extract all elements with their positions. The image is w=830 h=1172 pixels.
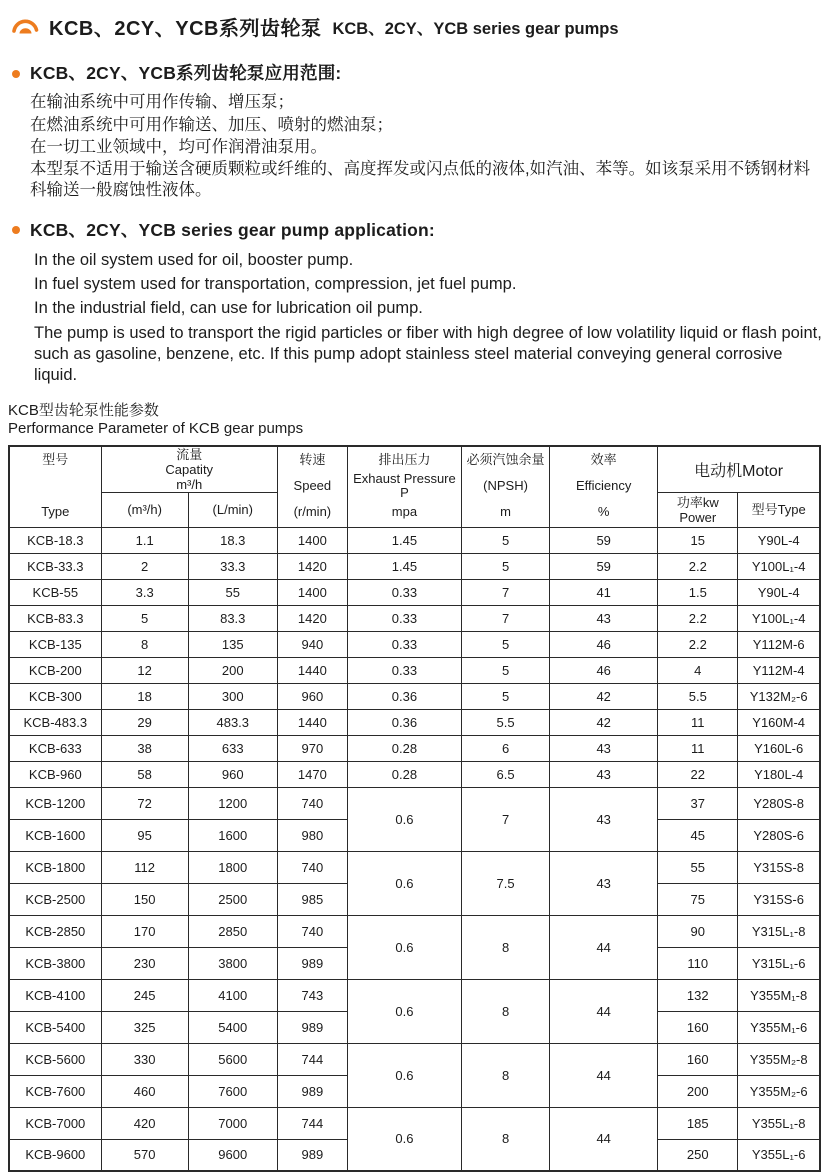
cell-type: KCB-7600: [9, 1075, 101, 1107]
table-caption-en: Performance Parameter of KCB gear pumps: [8, 420, 822, 438]
cell-efficiency: 42: [550, 683, 658, 709]
table-row: [9, 915, 820, 947]
header-type: [9, 446, 101, 528]
cell-pressure: 0.6: [347, 915, 461, 979]
cell-motor-model: Y160M-4: [738, 709, 820, 735]
cell-speed: 989: [277, 1075, 347, 1107]
cell-type: KCB-55: [9, 579, 101, 605]
cell-type: KCB-2500: [9, 883, 101, 915]
cell-npsh: 5: [462, 527, 550, 553]
cell-capacity-m3h: 29: [101, 709, 188, 735]
cell-power: 37: [658, 787, 738, 819]
cell-capacity-lmin: 7600: [188, 1075, 277, 1107]
cell-type: KCB-7000: [9, 1107, 101, 1139]
table-caption-zh: KCB型齿轮泵性能参数: [8, 402, 822, 420]
cell-capacity-m3h: 8: [101, 631, 188, 657]
cell-power: 75: [658, 883, 738, 915]
header-motor: [658, 446, 820, 493]
cell-power: 250: [658, 1139, 738, 1171]
cell-motor-model: Y315L₁-8: [738, 915, 820, 947]
cell-type: KCB-4100: [9, 979, 101, 1011]
cell-power: 5.5: [658, 683, 738, 709]
cell-capacity-m3h: 58: [101, 761, 188, 787]
zh-line: 在一切工业领域中，均可作润滑油泵用。: [30, 136, 826, 159]
cell-efficiency: 59: [550, 553, 658, 579]
cell-power: 2.2: [658, 605, 738, 631]
table-row: [9, 709, 820, 735]
cell-motor-model: Y355M₁-8: [738, 979, 820, 1011]
cell-power: 132: [658, 979, 738, 1011]
table-row: [9, 657, 820, 683]
table-row: [9, 683, 820, 709]
header-capacity-m3h-label: (m³/h): [104, 502, 186, 517]
cell-efficiency: 46: [550, 631, 658, 657]
cell-capacity-lmin: 5400: [188, 1011, 277, 1043]
bullet-icon: [12, 70, 20, 78]
header-motor-model: [738, 492, 820, 527]
cell-motor-model: Y355M₁-6: [738, 1011, 820, 1043]
header-capacity-unit: m³/h: [104, 477, 275, 492]
cell-type: KCB-1800: [9, 851, 101, 883]
cell-capacity-m3h: 38: [101, 735, 188, 761]
header-efficiency-en: Efficiency: [552, 479, 655, 493]
cell-type: KCB-9600: [9, 1139, 101, 1171]
cell-capacity-lmin: 2500: [188, 883, 277, 915]
table-row: [9, 527, 820, 553]
en-section-heading: KCB、2CY、YCB series gear pump application:: [30, 217, 435, 242]
cell-capacity-m3h: 2: [101, 553, 188, 579]
cell-capacity-lmin: 1200: [188, 787, 277, 819]
cell-efficiency: 44: [550, 1043, 658, 1107]
cell-type: KCB-5600: [9, 1043, 101, 1075]
table-row: [9, 761, 820, 787]
cell-motor-model: Y355L₁-6: [738, 1139, 820, 1171]
cell-npsh: 8: [462, 1043, 550, 1107]
header-pressure-zh: 排出压力: [350, 453, 459, 467]
cell-npsh: 5.5: [462, 709, 550, 735]
table-row: [9, 851, 820, 883]
cell-pressure: 0.33: [347, 579, 461, 605]
cell-type: KCB-300: [9, 683, 101, 709]
cell-pressure: 0.6: [347, 1043, 461, 1107]
cell-pressure: 0.6: [347, 851, 461, 915]
header-speed-en: Speed: [280, 479, 345, 493]
cell-type: KCB-1200: [9, 787, 101, 819]
cell-capacity-lmin: 1600: [188, 819, 277, 851]
cell-speed: 743: [277, 979, 347, 1011]
cell-type: KCB-960: [9, 761, 101, 787]
pump-brand-logo-icon: [10, 16, 40, 37]
table-row: [9, 979, 820, 1011]
header-motor-power-en: Power: [660, 510, 735, 525]
cell-motor-model: Y112M-4: [738, 657, 820, 683]
cell-motor-model: Y280S-8: [738, 787, 820, 819]
cell-pressure: 1.45: [347, 527, 461, 553]
table-row: [9, 605, 820, 631]
cell-efficiency: 43: [550, 735, 658, 761]
en-section-heading-row: [12, 217, 822, 242]
cell-capacity-lmin: 300: [188, 683, 277, 709]
cell-capacity-m3h: 95: [101, 819, 188, 851]
cell-type: KCB-3800: [9, 947, 101, 979]
cell-capacity-m3h: 230: [101, 947, 188, 979]
cell-capacity-lmin: 1800: [188, 851, 277, 883]
cell-capacity-lmin: 633: [188, 735, 277, 761]
cell-type: KCB-1600: [9, 819, 101, 851]
cell-type: KCB-135: [9, 631, 101, 657]
cell-speed: 744: [277, 1043, 347, 1075]
header-motor-power: [658, 492, 738, 527]
cell-speed: 740: [277, 787, 347, 819]
header-speed-unit: (r/min): [280, 505, 345, 519]
cell-pressure: 0.33: [347, 631, 461, 657]
zh-section-body: [30, 91, 826, 201]
en-line: In fuel system used for transportation, compression, jet fuel pump.: [34, 272, 824, 296]
header-capacity-en: Capatity: [104, 462, 275, 477]
cell-power: 160: [658, 1043, 738, 1075]
cell-power: 11: [658, 709, 738, 735]
table-row: [9, 1107, 820, 1139]
header-pressure: [347, 446, 461, 528]
cell-capacity-m3h: 72: [101, 787, 188, 819]
cell-pressure: 0.28: [347, 761, 461, 787]
cell-motor-model: Y315S-6: [738, 883, 820, 915]
cell-type: KCB-33.3: [9, 553, 101, 579]
cell-speed: 985: [277, 883, 347, 915]
cell-capacity-lmin: 83.3: [188, 605, 277, 631]
cell-capacity-m3h: 170: [101, 915, 188, 947]
cell-power: 45: [658, 819, 738, 851]
cell-power: 200: [658, 1075, 738, 1107]
table-row: [9, 787, 820, 819]
cell-power: 185: [658, 1107, 738, 1139]
table-row: [9, 553, 820, 579]
header-npsh-en: (NPSH): [464, 479, 547, 493]
table-row: [9, 735, 820, 761]
header-speed-zh: 转速: [280, 453, 345, 467]
cell-pressure: 0.6: [347, 1107, 461, 1171]
cell-speed: 1420: [277, 605, 347, 631]
cell-speed: 1400: [277, 579, 347, 605]
header-npsh-zh: 必须汽蚀余量: [464, 453, 547, 467]
cell-speed: 970: [277, 735, 347, 761]
page-title-zh: KCB、2CY、YCB系列齿轮泵: [49, 12, 321, 41]
header-type-en: Type: [12, 505, 99, 519]
header-capacity-lmin: [188, 492, 277, 527]
cell-power: 160: [658, 1011, 738, 1043]
cell-efficiency: 42: [550, 709, 658, 735]
cell-efficiency: 43: [550, 787, 658, 851]
cell-pressure: 0.36: [347, 709, 461, 735]
cell-power: 1.5: [658, 579, 738, 605]
cell-npsh: 5: [462, 553, 550, 579]
cell-capacity-m3h: 420: [101, 1107, 188, 1139]
cell-speed: 989: [277, 1011, 347, 1043]
cell-type: KCB-18.3: [9, 527, 101, 553]
cell-efficiency: 44: [550, 1107, 658, 1171]
cell-speed: 980: [277, 819, 347, 851]
cell-pressure: 0.33: [347, 657, 461, 683]
cell-npsh: 7: [462, 605, 550, 631]
header-efficiency-unit: %: [552, 505, 655, 519]
cell-speed: 989: [277, 947, 347, 979]
cell-speed: 1400: [277, 527, 347, 553]
cell-motor-model: Y160L-6: [738, 735, 820, 761]
cell-npsh: 7: [462, 579, 550, 605]
header-motor-label: 电动机Motor: [660, 458, 817, 481]
cell-motor-model: Y180L-4: [738, 761, 820, 787]
cell-capacity-lmin: 55: [188, 579, 277, 605]
cell-motor-model: Y355L₁-8: [738, 1107, 820, 1139]
header-pressure-en: Exhaust Pressure P: [350, 472, 459, 500]
en-line: In the oil system used for oil, booster pump.: [34, 248, 824, 272]
cell-speed: 1440: [277, 657, 347, 683]
cell-pressure: 0.6: [347, 979, 461, 1043]
bullet-icon: [12, 226, 20, 234]
cell-type: KCB-2850: [9, 915, 101, 947]
cell-capacity-m3h: 570: [101, 1139, 188, 1171]
header-motor-power-zh: 功率kw: [660, 495, 735, 510]
header-capacity-zh: 流量: [104, 447, 275, 462]
header-speed: [277, 446, 347, 528]
cell-capacity-lmin: 33.3: [188, 553, 277, 579]
header-motor-model-label: 型号Type: [740, 502, 817, 517]
cell-efficiency: 59: [550, 527, 658, 553]
header-type-zh: 型号: [12, 453, 99, 467]
cell-capacity-m3h: 3.3: [101, 579, 188, 605]
header-capacity: [101, 446, 277, 493]
cell-npsh: 7: [462, 787, 550, 851]
table-captions: [8, 402, 822, 438]
cell-capacity-m3h: 12: [101, 657, 188, 683]
cell-capacity-lmin: 960: [188, 761, 277, 787]
cell-pressure: 0.28: [347, 735, 461, 761]
cell-capacity-m3h: 112: [101, 851, 188, 883]
en-paragraph: The pump is used to transport the rigid particles or fiber with high degree of low volatility liquid or flash point, such as gasoline, benzene, etc. If this pump adopt stainless steel material conveying general corrosive liquid.: [34, 323, 824, 386]
cell-capacity-lmin: 3800: [188, 947, 277, 979]
cell-pressure: 1.45: [347, 553, 461, 579]
cell-capacity-lmin: 200: [188, 657, 277, 683]
cell-power: 15: [658, 527, 738, 553]
cell-npsh: 8: [462, 979, 550, 1043]
zh-section-heading: KCB、2CY、YCB系列齿轮泵应用范围:: [30, 60, 341, 85]
cell-power: 4: [658, 657, 738, 683]
cell-speed: 1420: [277, 553, 347, 579]
cell-power: 55: [658, 851, 738, 883]
cell-motor-model: Y280S-6: [738, 819, 820, 851]
cell-pressure: 0.6: [347, 787, 461, 851]
header-efficiency-zh: 效率: [552, 453, 655, 467]
cell-motor-model: Y112M-6: [738, 631, 820, 657]
cell-capacity-lmin: 5600: [188, 1043, 277, 1075]
cell-speed: 1470: [277, 761, 347, 787]
cell-motor-model: Y355M₂-6: [738, 1075, 820, 1107]
cell-pressure: 0.36: [347, 683, 461, 709]
cell-capacity-lmin: 2850: [188, 915, 277, 947]
cell-npsh: 5: [462, 657, 550, 683]
cell-power: 2.2: [658, 631, 738, 657]
header-npsh-unit: m: [464, 505, 547, 519]
en-line: In the industrial field, can use for lubrication oil pump.: [34, 296, 824, 320]
zh-line: 在输油系统中可用作传输、增压泵；: [30, 91, 826, 114]
table-row: [9, 579, 820, 605]
page-title-en: KCB、2CY、YCB series gear pumps: [332, 15, 618, 39]
zh-line: 在燃油系统中可用作输送、加压、喷射的燃油泵；: [30, 114, 826, 137]
doc-title-row: [10, 12, 822, 41]
cell-motor-model: Y355M₂-8: [738, 1043, 820, 1075]
cell-power: 110: [658, 947, 738, 979]
table-row: [9, 631, 820, 657]
cell-npsh: 5: [462, 631, 550, 657]
cell-motor-model: Y90L-4: [738, 579, 820, 605]
cell-capacity-m3h: 325: [101, 1011, 188, 1043]
cell-npsh: 8: [462, 915, 550, 979]
header-pressure-unit: mpa: [350, 505, 459, 519]
cell-efficiency: 43: [550, 851, 658, 915]
cell-npsh: 5: [462, 683, 550, 709]
cell-capacity-m3h: 460: [101, 1075, 188, 1107]
cell-efficiency: 43: [550, 605, 658, 631]
cell-type: KCB-83.3: [9, 605, 101, 631]
cell-npsh: 7.5: [462, 851, 550, 915]
cell-power: 90: [658, 915, 738, 947]
header-capacity-lmin-label: (L/min): [191, 502, 275, 517]
cell-type: KCB-200: [9, 657, 101, 683]
cell-capacity-m3h: 1.1: [101, 527, 188, 553]
zh-section-heading-row: [12, 60, 822, 85]
cell-type: KCB-483.3: [9, 709, 101, 735]
cell-pressure: 0.33: [347, 605, 461, 631]
cell-power: 11: [658, 735, 738, 761]
cell-speed: 744: [277, 1107, 347, 1139]
cell-type: KCB-633: [9, 735, 101, 761]
cell-speed: 989: [277, 1139, 347, 1171]
cell-speed: 960: [277, 683, 347, 709]
cell-speed: 740: [277, 851, 347, 883]
cell-efficiency: 44: [550, 915, 658, 979]
cell-capacity-lmin: 7000: [188, 1107, 277, 1139]
cell-motor-model: Y315L₁-6: [738, 947, 820, 979]
cell-motor-model: Y100L₁-4: [738, 553, 820, 579]
header-efficiency: [550, 446, 658, 528]
cell-efficiency: 44: [550, 979, 658, 1043]
cell-npsh: 8: [462, 1107, 550, 1171]
cell-motor-model: Y100L₁-4: [738, 605, 820, 631]
cell-efficiency: 46: [550, 657, 658, 683]
cell-power: 22: [658, 761, 738, 787]
table-body: [9, 527, 820, 1171]
cell-capacity-lmin: 9600: [188, 1139, 277, 1171]
cell-motor-model: Y90L-4: [738, 527, 820, 553]
cell-capacity-lmin: 135: [188, 631, 277, 657]
cell-capacity-m3h: 330: [101, 1043, 188, 1075]
cell-type: KCB-5400: [9, 1011, 101, 1043]
table-row: [9, 1043, 820, 1075]
cell-capacity-lmin: 4100: [188, 979, 277, 1011]
cell-npsh: 6.5: [462, 761, 550, 787]
cell-motor-model: Y132M₂-6: [738, 683, 820, 709]
cell-capacity-lmin: 18.3: [188, 527, 277, 553]
cell-speed: 740: [277, 915, 347, 947]
cell-motor-model: Y315S-8: [738, 851, 820, 883]
cell-capacity-m3h: 150: [101, 883, 188, 915]
cell-speed: 1440: [277, 709, 347, 735]
cell-npsh: 6: [462, 735, 550, 761]
cell-capacity-m3h: 18: [101, 683, 188, 709]
performance-table: [8, 445, 821, 1172]
header-capacity-m3h: [101, 492, 188, 527]
cell-efficiency: 41: [550, 579, 658, 605]
zh-line: 本型泵不适用于输送含硬质颗粒或纤维的、高度挥发或闪点低的液体,如汽油、苯等。如该泵采用不锈钢材料科输送一般腐蚀性液体。: [30, 159, 826, 201]
cell-efficiency: 43: [550, 761, 658, 787]
cell-capacity-m3h: 245: [101, 979, 188, 1011]
en-section-body: [34, 248, 824, 386]
cell-capacity-m3h: 5: [101, 605, 188, 631]
cell-capacity-lmin: 483.3: [188, 709, 277, 735]
cell-speed: 940: [277, 631, 347, 657]
cell-power: 2.2: [658, 553, 738, 579]
header-npsh: [462, 446, 550, 528]
